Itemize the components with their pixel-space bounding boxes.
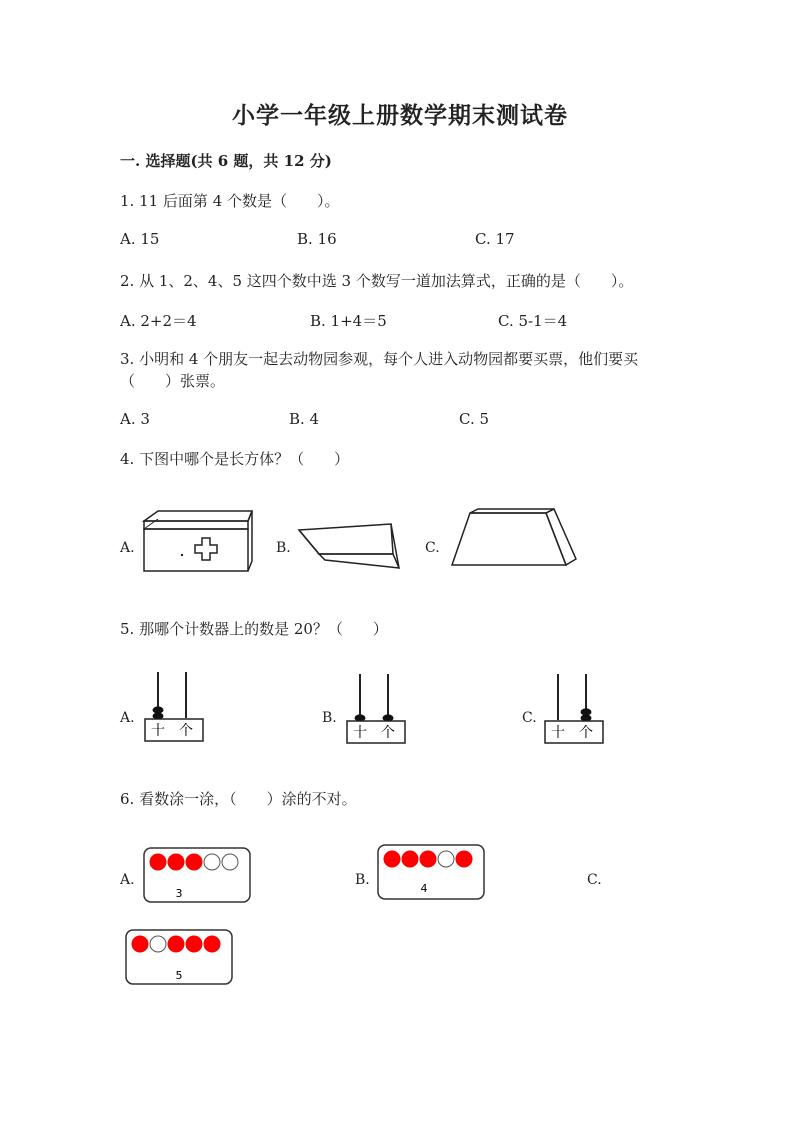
abacus-b-ones-label: 个 [381,725,395,741]
q1-option-b[interactable]: B. 16 [297,230,337,248]
dot-box-a [142,846,254,906]
q3-option-c[interactable]: C. 5 [459,410,490,428]
q4-option-b[interactable]: B. [276,540,291,556]
q1-option-c[interactable]: C. 17 [475,230,515,248]
box-c-dot-4 [186,936,202,952]
abacus-b [342,670,412,748]
question-4: 4. 下图中哪个是长方体？（ ） [120,450,350,468]
q5-option-c[interactable]: C. [522,710,537,726]
q6-option-a[interactable]: A. [120,872,135,888]
q6-option-b[interactable]: B. [355,872,370,888]
q2-option-a[interactable]: A. 2+2＝4 [120,312,197,330]
box-b-dot-4 [438,851,454,867]
dot-box-b [376,843,488,903]
dot-box-c [124,928,236,988]
box-a-dot-4 [204,854,220,870]
abacus-a-ones-label: 个 [179,723,193,739]
question-2: 2. 从 1、2、4、5 这四个数中选 3 个数写一道加法算式，正确的是（ ）。 [120,272,634,290]
q3-option-a[interactable]: A. 3 [120,410,150,428]
box-c-dot-5 [204,936,220,952]
box-b-dot-5 [456,851,472,867]
abacus-a-tens-label: 十 [151,723,165,739]
q2-option-b[interactable]: B. 1+4＝5 [310,312,387,330]
question-3-line-1: 3. 小明和 4 个朋友一起去动物园参观，每个人进入动物园都要买票，他们要买 [120,350,639,368]
box-c-dot-2 [150,936,166,952]
q5-option-b[interactable]: B. [322,710,337,726]
box-a-dot-3 [186,854,202,870]
box-b-dot-3 [420,851,436,867]
trapezoid-prism-image [448,505,583,575]
question-6: 6. 看数涂一涂，（ ）涂的不对。 [120,790,357,808]
q3-option-b[interactable]: B. 4 [289,410,320,428]
dot-box-a-number: 3 [175,887,183,900]
parallelepiped-image [295,520,405,575]
section-heading: 一. 选择题(共 6 题，共 12 分) [120,152,332,170]
abacus-c [540,670,610,748]
abacus-a [140,668,210,746]
question-3-line-2: （ ）张票。 [120,372,226,390]
q4-option-a[interactable]: A. [120,540,135,556]
box-c-dot-3 [168,936,184,952]
abacus-b-tens-label: 十 [353,725,367,741]
abacus-c-ones-label: 个 [579,725,593,741]
abacus-c-tens-label: 十 [551,725,565,741]
box-c-dot-1 [132,936,148,952]
dot-box-b-number: 4 [420,882,428,895]
question-1: 1. 11 后面第 4 个数是（ ）。 [120,192,340,210]
box-b-dot-2 [402,851,418,867]
box-a-dot-1 [150,854,166,870]
dot-box-c-number: 5 [175,969,183,982]
page-title: 小学一年级上册数学期末测试卷 [232,102,568,129]
q4-option-c[interactable]: C. [425,540,440,556]
question-5: 5. 那哪个计数器上的数是 20？（ ） [120,620,388,638]
q2-option-c[interactable]: C. 5-1＝4 [498,312,568,330]
q6-option-c[interactable]: C. [587,872,602,888]
box-a-dot-2 [168,854,184,870]
box-with-cross-image [138,505,258,575]
box-b-dot-1 [384,851,400,867]
box-a-dot-5 [222,854,238,870]
q5-option-a[interactable]: A. [120,710,135,726]
q1-option-a[interactable]: A. 15 [120,230,160,248]
